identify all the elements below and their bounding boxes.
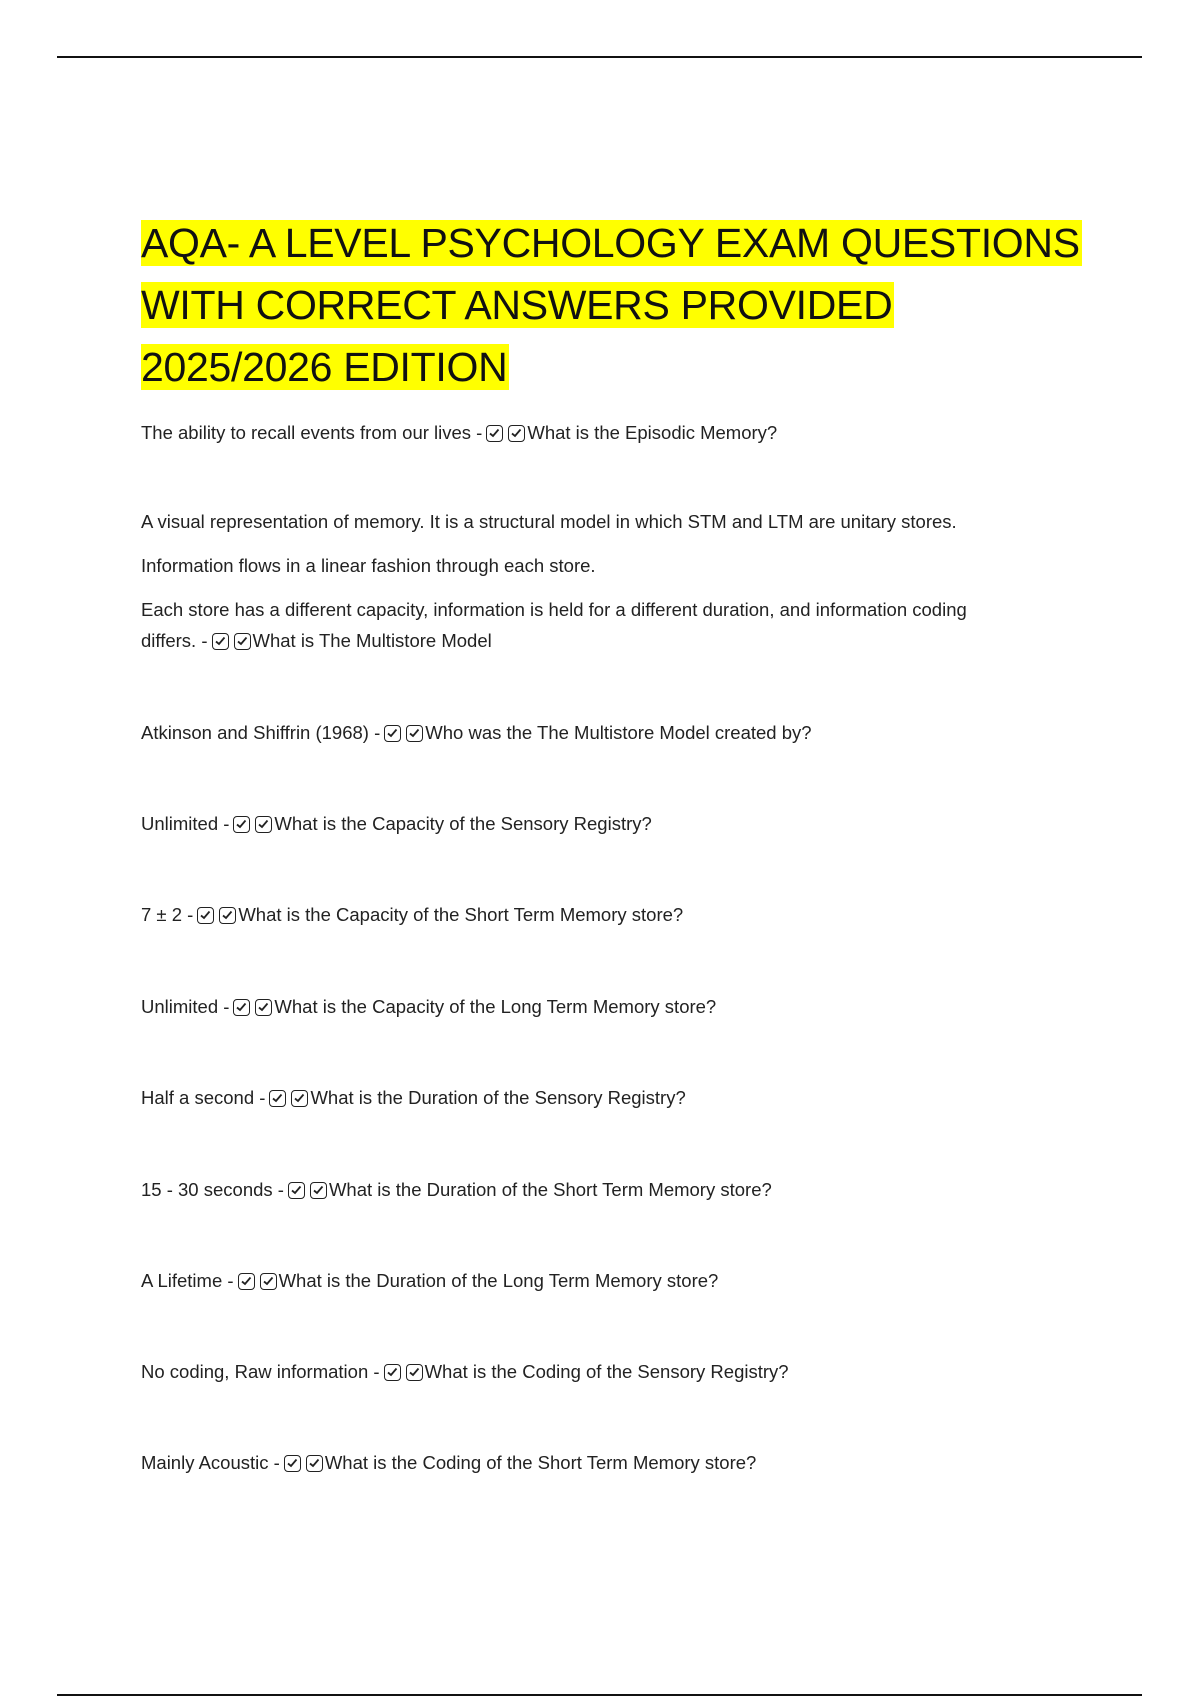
qa-item-ltm-capacity: Unlimited - What is the Capacity of the Long Term Memory store? — [141, 996, 717, 1017]
answer-text: No coding, Raw information — [141, 1361, 369, 1382]
answer-text: The ability to recall events from our lives — [141, 422, 472, 443]
checkbox-checked-icon — [306, 1455, 323, 1472]
check-pair — [384, 722, 425, 743]
qa-item-msm-creators: Atkinson and Shiffrin (1968) - Who was the The Multistore Model created by? — [141, 722, 812, 743]
qa-item-stm-capacity: 7 ± 2 - What is the Capacity of the Short Term Memory store? — [141, 904, 684, 925]
answer-text: Mainly Acoustic — [141, 1452, 269, 1473]
check-pair — [384, 1361, 425, 1382]
answer-line: Each store has a different capacity, information is held for a different duration, and information coding — [141, 599, 967, 620]
question-text: Who was the The Multistore Model created by? — [425, 722, 812, 743]
document-title — [141, 212, 1091, 398]
checkbox-checked-icon — [486, 425, 503, 442]
question-text: What is the Capacity of the Short Term Memory store? — [238, 904, 684, 925]
title-line-3: 2025/2026 EDITION — [141, 344, 508, 390]
qa-item-stm-coding: Mainly Acoustic - What is the Coding of the Short Term Memory store? — [141, 1452, 757, 1473]
check-pair — [288, 1179, 329, 1200]
checkbox-checked-icon — [260, 1273, 277, 1290]
check-pair — [197, 904, 238, 925]
checkbox-checked-icon — [238, 1273, 255, 1290]
checkbox-checked-icon — [288, 1182, 305, 1199]
answer-text: 7 ± 2 — [141, 904, 183, 925]
check-pair — [233, 813, 274, 834]
check-pair — [269, 1087, 310, 1108]
checkbox-checked-icon — [233, 999, 250, 1016]
checkbox-checked-icon — [212, 633, 229, 650]
answer-text: Unlimited — [141, 996, 219, 1017]
answer-text: A Lifetime — [141, 1270, 223, 1291]
question-text: What is the Episodic Memory? — [527, 422, 778, 443]
qa-item-sensory-capacity: Unlimited - What is the Capacity of the Sensory Registry? — [141, 813, 652, 834]
answer-line: A visual representation of memory. It is a structural model in which STM and LTM are unitary stores. — [141, 511, 957, 532]
checkbox-checked-icon — [269, 1090, 286, 1107]
answer-text: Atkinson and Shiffrin (1968) — [141, 722, 369, 743]
checkbox-checked-icon — [197, 907, 214, 924]
qa-item-sensory-duration: Half a second - What is the Duration of the Sensory Registry? — [141, 1087, 686, 1108]
question-text: What is the Capacity of the Sensory Registry? — [274, 813, 652, 834]
qa-item-episodic-memory: The ability to recall events from our lives - What is the Episodic Memory? — [141, 422, 778, 443]
check-pair — [233, 996, 274, 1017]
checkbox-checked-icon — [255, 999, 272, 1016]
checkbox-checked-icon — [508, 425, 525, 442]
answer-text: Half a second — [141, 1087, 255, 1108]
checkbox-checked-icon — [234, 633, 251, 650]
checkbox-checked-icon — [384, 725, 401, 742]
question-text: What is the Capacity of the Long Term Memory store? — [274, 996, 717, 1017]
question-text: What is The Multistore Model — [252, 630, 492, 651]
checkbox-checked-icon — [291, 1090, 308, 1107]
check-pair — [212, 630, 253, 651]
question-text: What is the Coding of the Sensory Registry? — [424, 1361, 789, 1382]
checkbox-checked-icon — [384, 1364, 401, 1381]
question-text: What is the Duration of the Long Term Memory store? — [278, 1270, 719, 1291]
qa-item-multistore-model: A visual representation of memory. It is a structural model in which STM and LTM are unitary stores. Information flows in a linear fashion through each store. Each store has a different capacity, information is held for a different duration, and information coding differs. - What is The Multistore Model — [141, 506, 1091, 656]
qa-item-sensory-coding: No coding, Raw information - What is the Coding of the Sensory Registry? — [141, 1361, 789, 1382]
checkbox-checked-icon — [310, 1182, 327, 1199]
checkbox-checked-icon — [406, 725, 423, 742]
answer-line: Information flows in a linear fashion through each store. — [141, 555, 596, 576]
question-text: What is the Duration of the Short Term Memory store? — [328, 1179, 772, 1200]
title-line-1: AQA- A LEVEL PSYCHOLOGY EXAM QUESTIONS — [141, 220, 1080, 266]
checkbox-checked-icon — [406, 1364, 423, 1381]
question-text: What is the Duration of the Sensory Registry? — [310, 1087, 686, 1108]
checkbox-checked-icon — [233, 816, 250, 833]
answer-text: 15 - 30 seconds — [141, 1179, 273, 1200]
qa-item-ltm-duration: A Lifetime - What is the Duration of the Long Term Memory store? — [141, 1270, 719, 1291]
checkbox-checked-icon — [219, 907, 236, 924]
check-pair — [238, 1270, 279, 1291]
top-rule — [57, 56, 1142, 58]
check-pair — [486, 422, 527, 443]
bottom-rule — [57, 1694, 1142, 1696]
checkbox-checked-icon — [255, 816, 272, 833]
checkbox-checked-icon — [284, 1455, 301, 1472]
answer-text: Unlimited — [141, 813, 219, 834]
check-pair — [284, 1452, 325, 1473]
qa-item-stm-duration: 15 - 30 seconds - What is the Duration of the Short Term Memory store? — [141, 1179, 772, 1200]
answer-line: differs. — [141, 630, 197, 651]
title-line-2: WITH CORRECT ANSWERS PROVIDED — [141, 282, 893, 328]
question-text: What is the Coding of the Short Term Memory store? — [324, 1452, 757, 1473]
